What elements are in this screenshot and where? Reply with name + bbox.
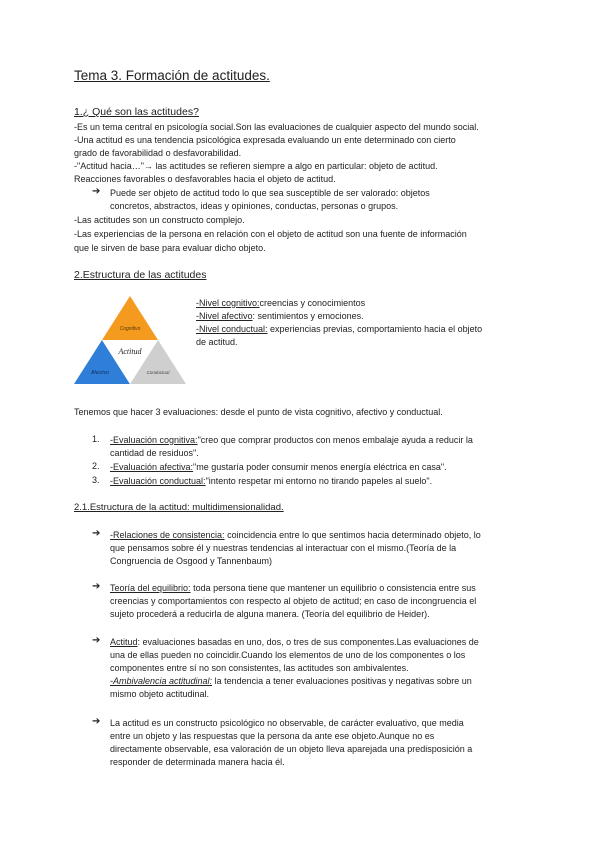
- bullet-text: toda persona tiene que mantener un equilibrio o consistencia entre sus: [190, 583, 476, 593]
- bullet-text: sujeto procederá a reducirla de alguna manera. (Teoría del equilibrio de Heider).: [110, 609, 430, 619]
- eval-item-1: [110, 434, 530, 447]
- eval-text: "creo que comprar productos con menos embalaje ayuda a reducir la: [197, 435, 473, 445]
- bullet-text: Congruencia de Osgood y Tannenbaum): [110, 556, 272, 566]
- eval-text: "intento respetar mi entorno no tirando papeles al suelo".: [205, 476, 433, 486]
- paragraph-line: Reacciones favorables o desfavorables hacia el objeto de actitud.: [74, 174, 336, 184]
- arrow-bullet-icon: ➔: [92, 635, 101, 646]
- bullet-ambivalence: [110, 675, 530, 688]
- eval-item-1-cont: cantidad de residuos".: [110, 448, 199, 458]
- cognitive-label: Cognitivo: [119, 326, 141, 332]
- arrow-bullet-icon: ➔: [92, 716, 101, 727]
- center-label: Actitud: [118, 347, 142, 356]
- level-conductual: [196, 323, 526, 336]
- list-number: 3.: [92, 475, 100, 485]
- cognitive-triangle: [102, 296, 158, 340]
- bullet-label: Teoría del equilibrio:: [110, 583, 191, 593]
- bullet-equilibrium: [110, 582, 530, 595]
- paragraph-line: -"Actitud hacia…"→ las actitudes se refieren siempre a algo en particular: objeto de actitud.: [74, 161, 438, 171]
- level-cognitive: [196, 297, 526, 310]
- affective-label: Afectivo: [91, 370, 109, 376]
- section-1-heading: 1.¿ Qué son las actitudes?: [74, 106, 199, 118]
- paragraph-line: grado de favorabilidad o desfavorabilidad.: [74, 148, 242, 158]
- eval-item-3: [110, 475, 530, 488]
- section-2-heading: 2.Estructura de las actitudes: [74, 269, 207, 281]
- bullet-label: Actitud: [110, 637, 138, 647]
- bullet-label: -Ambivalencia actitudinal:: [110, 676, 213, 686]
- bullet-text: que pensamos sobre él y nuestras tendencias al interactuar con el mismo.(Teoría de la: [110, 543, 457, 553]
- paragraph-line: Tenemos que hacer 3 evaluaciones: desde el punto de vista cognitivo, afectivo y conductual.: [74, 407, 443, 417]
- eval-item-2: [110, 461, 530, 474]
- bullet-text: concretos, abstractos, ideas y opiniones, conductas, personas o grupos.: [110, 201, 399, 211]
- bullet-text: entre un objeto y las respuestas que la persona da ante ese objeto.Aunque no es: [110, 731, 435, 741]
- bullet-text: componentes entre sí no son consistentes, las actitudes son ambivalentes.: [110, 663, 409, 673]
- eval-text: "me gustaría poder consumir menos energía eléctrica en casa".: [193, 462, 447, 472]
- eval-label: -Evaluación cognitiva:: [110, 435, 198, 445]
- bullet-label: -Relaciones de consistencia:: [110, 530, 225, 540]
- bullet-consistency: [110, 529, 530, 542]
- paragraph-line: que le sirven de base para evaluar dicho objeto.: [74, 243, 266, 253]
- bullet-text: responder de determinada manera hacia él.: [110, 757, 285, 767]
- bullet-text: una de ellas pueden no coincidir.Cuando los elementos de uno de los componentes o los: [110, 650, 466, 660]
- level-affective: [196, 310, 526, 323]
- level-text: : sentimientos y emociones.: [252, 311, 364, 321]
- bullet-text: La actitud es un constructo psicológico no observable, de carácter evaluativo, que media: [110, 718, 464, 728]
- page-title: Tema 3. Formación de actitudes.: [74, 68, 270, 83]
- level-text: experiencias previas, comportamiento hacia el objeto: [267, 324, 483, 334]
- levels-list: [196, 297, 526, 349]
- arrow-bullet-icon: ➔: [92, 528, 101, 539]
- paragraph-line: -Las experiencias de la persona en relación con el objeto de actitud son una fuente de información: [74, 229, 467, 239]
- level-label: -Nivel afectivo: [196, 311, 253, 321]
- paragraph-line: -Una actitud es una tendencia psicológica expresada evaluando un ente determinado con cierto: [74, 135, 456, 145]
- level-label: -Nivel conductual:: [196, 324, 268, 334]
- level-text: creencias y conocimientos: [259, 298, 366, 308]
- list-number: 1.: [92, 434, 100, 444]
- paragraph-line: -Las actitudes son un constructo complejo.: [74, 215, 245, 225]
- arrow-bullet-icon: ➔: [92, 186, 101, 197]
- bullet-text: la tendencia a tener evaluaciones positivas y negativas sobre un: [212, 676, 472, 686]
- conductual-label: Conductual: [146, 370, 170, 375]
- list-number: 2.: [92, 461, 100, 471]
- eval-label: -Evaluación conductual:: [110, 476, 206, 486]
- bullet-text: : evaluaciones basadas en uno, dos, o tres de sus componentes.Las evaluaciones de: [137, 637, 479, 647]
- section-2-1-heading: 2.1.Estructura de la actitud: multidimensionalidad.: [74, 502, 284, 513]
- bullet-text: mismo objeto actitudinal.: [110, 689, 210, 699]
- bullet-text: Puede ser objeto de actitud todo lo que sea susceptible de ser valorado: objetos: [110, 188, 430, 198]
- eval-label: -Evaluación afectiva:: [110, 462, 194, 472]
- level-label: -Nivel cognitivo:: [196, 298, 260, 308]
- bullet-text: directamente observable, esa valoración de un objeto lleva aparejada una predisposición a: [110, 744, 473, 754]
- bullet-text: coincidencia entre lo que sentimos hacia determinado objeto, lo: [224, 530, 481, 540]
- bullet-actitud: [110, 636, 530, 649]
- paragraph-line: -Es un tema central en psicología social.Son las evaluaciones de cualquier aspecto del mundo social.: [74, 122, 479, 132]
- bullet-text: creencias y comportamientos con respecto al objeto de actitud; en caso de incongruencia el: [110, 596, 477, 606]
- level-conductual-cont: de actitud.: [196, 337, 238, 347]
- attitude-triangle-diagram: [74, 296, 186, 384]
- arrow-bullet-icon: ➔: [92, 581, 101, 592]
